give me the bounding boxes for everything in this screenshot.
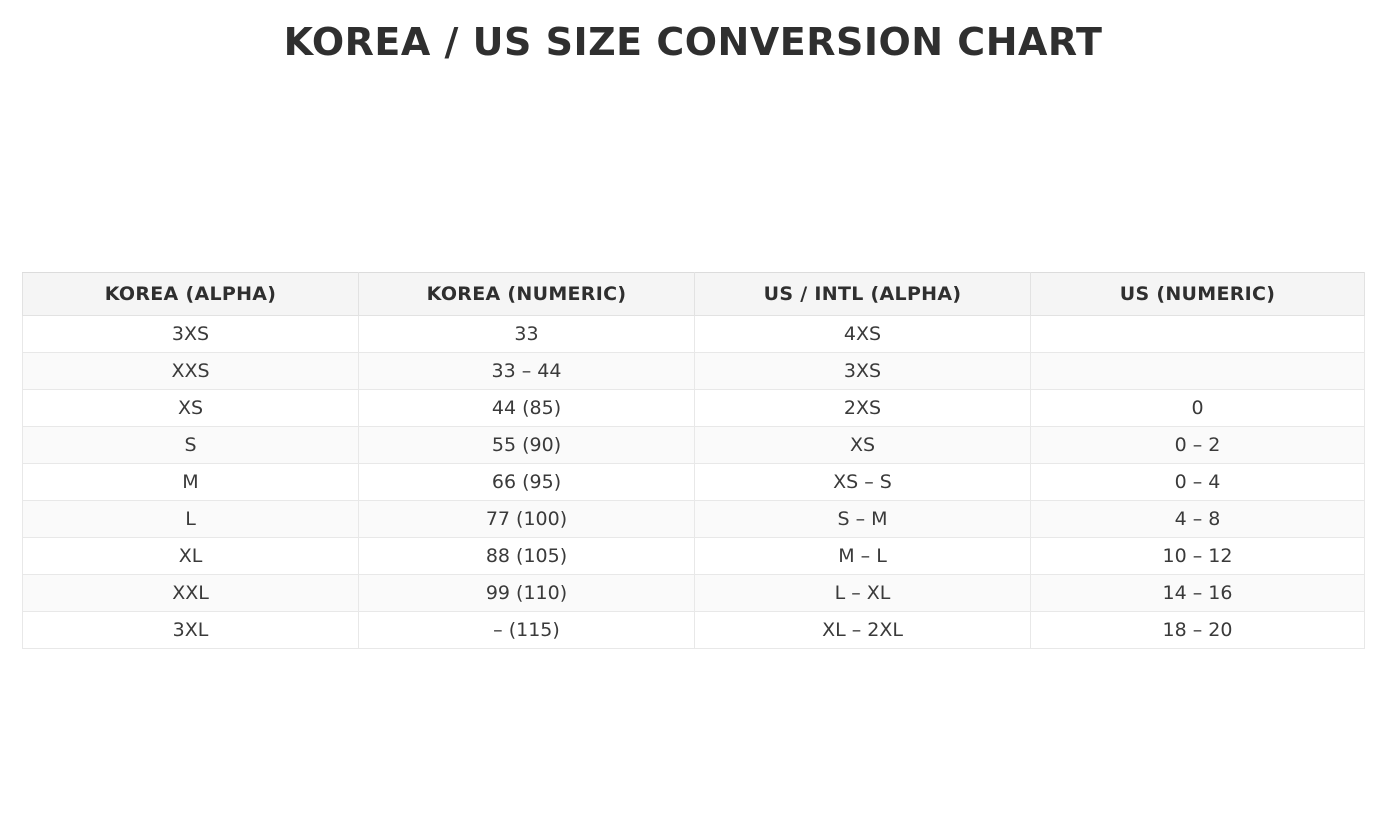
table-row	[23, 353, 1365, 390]
cell-us-intl-alpha: 3XS	[695, 353, 1031, 390]
cell-korea-numeric: 44 (85)	[359, 390, 695, 427]
cell-us-intl-alpha: 4XS	[695, 316, 1031, 353]
cell-korea-numeric: – (115)	[359, 612, 695, 649]
cell-korea-numeric: 77 (100)	[359, 501, 695, 538]
size-conversion-table	[22, 272, 1365, 649]
cell-korea-alpha: XXS	[23, 353, 359, 390]
table-row	[23, 390, 1365, 427]
table-row	[23, 538, 1365, 575]
table-header-row	[23, 273, 1365, 316]
page-title: KOREA / US SIZE CONVERSION CHART	[283, 20, 1103, 64]
cell-korea-numeric: 66 (95)	[359, 464, 695, 501]
column-header-korea-alpha: KOREA (ALPHA)	[23, 273, 359, 316]
table-row	[23, 612, 1365, 649]
cell-korea-alpha: M	[23, 464, 359, 501]
cell-korea-numeric: 55 (90)	[359, 427, 695, 464]
table-row	[23, 501, 1365, 538]
table-row	[23, 316, 1365, 353]
cell-us-intl-alpha: M – L	[695, 538, 1031, 575]
column-header-korea-numeric: KOREA (NUMERIC)	[359, 273, 695, 316]
cell-us-intl-alpha: L – XL	[695, 575, 1031, 612]
table-row	[23, 464, 1365, 501]
cell-us-numeric: 14 – 16	[1031, 575, 1365, 612]
cell-us-intl-alpha: XS – S	[695, 464, 1031, 501]
cell-korea-numeric: 33	[359, 316, 695, 353]
table-row	[23, 427, 1365, 464]
cell-us-numeric: 4 – 8	[1031, 501, 1365, 538]
cell-us-intl-alpha: XL – 2XL	[695, 612, 1031, 649]
cell-us-numeric: 0	[1031, 390, 1365, 427]
column-header-us-numeric: US (NUMERIC)	[1031, 273, 1365, 316]
cell-us-numeric: 10 – 12	[1031, 538, 1365, 575]
cell-korea-alpha: XL	[23, 538, 359, 575]
cell-us-numeric: 0 – 2	[1031, 427, 1365, 464]
cell-korea-numeric: 88 (105)	[359, 538, 695, 575]
cell-korea-alpha: L	[23, 501, 359, 538]
cell-us-numeric	[1031, 353, 1365, 390]
cell-korea-alpha: XS	[23, 390, 359, 427]
cell-us-numeric: 18 – 20	[1031, 612, 1365, 649]
cell-us-intl-alpha: S – M	[695, 501, 1031, 538]
cell-us-intl-alpha: 2XS	[695, 390, 1031, 427]
cell-us-numeric: 0 – 4	[1031, 464, 1365, 501]
table-row	[23, 575, 1365, 612]
size-conversion-table-wrapper	[22, 272, 1364, 649]
column-header-us-intl-alpha: US / INTL (ALPHA)	[695, 273, 1031, 316]
cell-us-intl-alpha: XS	[695, 427, 1031, 464]
table-body	[23, 316, 1365, 649]
table-header	[23, 273, 1365, 316]
cell-korea-numeric: 99 (110)	[359, 575, 695, 612]
cell-korea-numeric: 33 – 44	[359, 353, 695, 390]
cell-korea-alpha: 3XL	[23, 612, 359, 649]
cell-korea-alpha: XXL	[23, 575, 359, 612]
cell-korea-alpha: S	[23, 427, 359, 464]
cell-us-numeric	[1031, 316, 1365, 353]
cell-korea-alpha: 3XS	[23, 316, 359, 353]
